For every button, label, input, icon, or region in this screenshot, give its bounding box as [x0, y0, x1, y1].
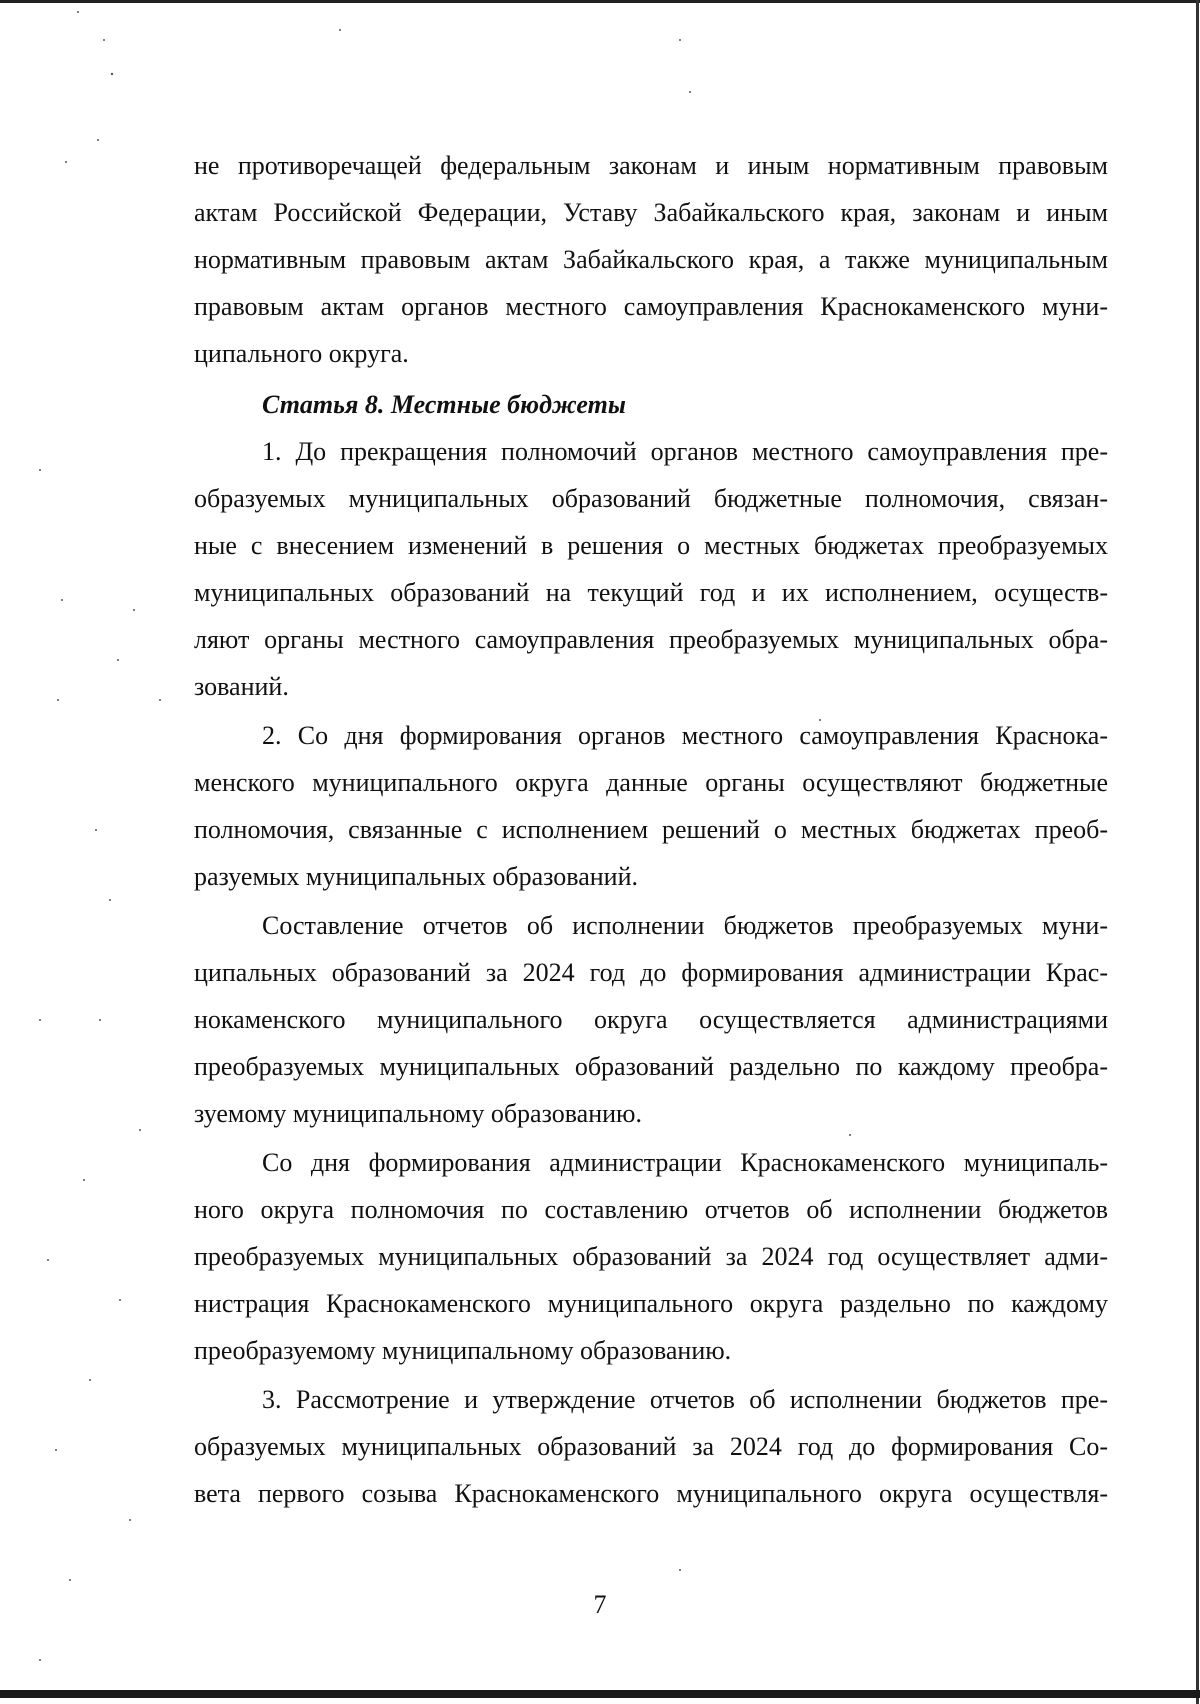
- text-line: Составление отчетов об исполнении бюджетов преобразуемых муни-: [262, 911, 1108, 940]
- text-line: разуемых муниципальных образований.: [194, 862, 638, 891]
- paragraph-0: [194, 142, 1108, 377]
- paragraph-3: [194, 902, 1108, 1137]
- text-line: ные с внесением изменений в решения о местных бюджетах преобразуемых: [194, 531, 1108, 560]
- text-line: 3. Рассмотрение и утверждение отчетов об исполнении бюджетов пре-: [262, 1385, 1108, 1414]
- paragraph-4: [194, 1139, 1108, 1374]
- text-line: зуемому муниципальному образованию.: [194, 1099, 642, 1128]
- text-line: Со дня формирования администрации Краснокаменского муниципаль-: [262, 1148, 1108, 1177]
- text-line: правовым актам органов местного самоуправления Краснокаменского муни-: [194, 292, 1108, 321]
- scan-edge-right: [1196, 0, 1199, 1704]
- text-line: не противоречащей федеральным законам и иным нормативным правовым: [194, 151, 1108, 180]
- text-line: образуемых муниципальных образований бюджетные полномочия, связан-: [194, 484, 1108, 513]
- paragraph-1: [194, 428, 1108, 710]
- text-line: вета первого созыва Краснокаменского муниципального округа осуществля-: [194, 1479, 1108, 1508]
- text-line: ного округа полномочия по составлению отчетов об исполнении бюджетов: [194, 1195, 1108, 1224]
- scan-edge-top: [0, 0, 1200, 3]
- text-line: 2. Со дня формирования органов местного самоуправления Краснока-: [262, 721, 1108, 750]
- text-line: преобразуемых муниципальных образований раздельно по каждому преобра-: [194, 1052, 1108, 1081]
- text-line: ципальных образований за 2024 год до формирования администрации Крас-: [194, 958, 1108, 987]
- text-line: актам Российской Федерации, Уставу Забайкальского края, законам и иным: [194, 198, 1108, 227]
- text-line: нормативным правовым актам Забайкальского края, а также муниципальным: [194, 245, 1108, 274]
- text-line: 1. До прекращения полномочий органов местного самоуправления пре-: [262, 437, 1108, 466]
- document-body: [194, 142, 1108, 1517]
- text-line: зований.: [194, 672, 289, 701]
- paragraph-2: [194, 712, 1108, 900]
- text-line: ципального округа.: [194, 339, 409, 368]
- text-line: образуемых муниципальных образований за 2024 год до формирования Со-: [194, 1432, 1108, 1461]
- text-line: муниципальных образований на текущий год и их исполнением, осуществ-: [194, 578, 1108, 607]
- paragraph-5: [194, 1376, 1108, 1517]
- text-line: менского муниципального округа данные органы осуществляют бюджетные: [194, 768, 1108, 797]
- scan-edge-bottom: [0, 1690, 1200, 1698]
- page-number: 7: [593, 1590, 607, 1619]
- text-line: нокаменского муниципального округа осуществляется администрациями: [194, 1005, 1108, 1034]
- text-line: ляют органы местного самоуправления преобразуемых муниципальных обра-: [194, 625, 1108, 654]
- article-heading: Статья 8. Местные бюджеты: [262, 390, 626, 419]
- text-line: преобразуемому муниципальному образованию.: [194, 1336, 732, 1365]
- text-line: полномочия, связанные с исполнением решений о местных бюджетах преоб-: [194, 815, 1108, 844]
- text-line: нистрация Краснокаменского муниципального округа раздельно по каждому: [194, 1289, 1108, 1318]
- text-line: преобразуемых муниципальных образований за 2024 год осуществляет адми-: [194, 1242, 1108, 1271]
